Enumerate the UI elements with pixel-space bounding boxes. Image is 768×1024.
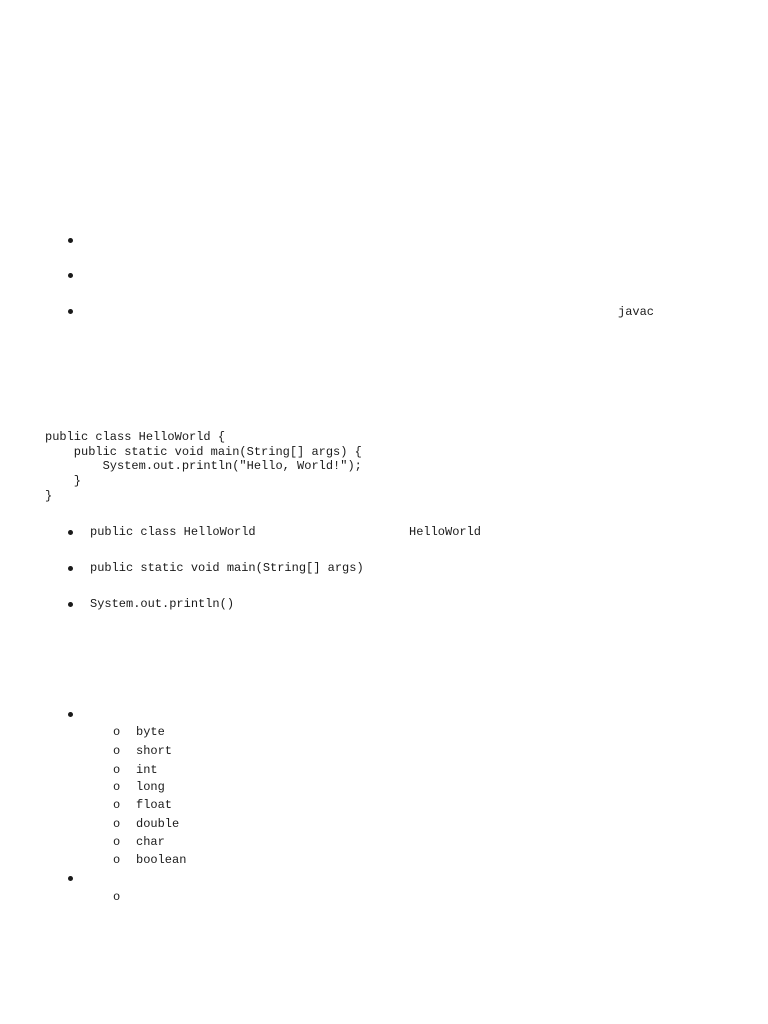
- type-item: byte: [136, 725, 165, 739]
- bullet-icon: [68, 273, 73, 278]
- sub-bullet-marker: o: [113, 798, 121, 812]
- sub-bullet-marker: o: [113, 725, 121, 739]
- sub-bullet-marker: o: [113, 780, 121, 794]
- code-line: public static void main(String[] args) {: [45, 444, 362, 459]
- inline-code-javac: javac: [618, 305, 655, 319]
- type-item: float: [136, 798, 173, 812]
- code-example: [45, 430, 362, 504]
- code-line: }: [45, 488, 53, 503]
- inline-code-class-decl: public class HelloWorld: [90, 525, 256, 539]
- code-line: System.out.println("Hello, World!");: [45, 459, 362, 474]
- type-item: boolean: [136, 853, 187, 867]
- type-item: long: [136, 780, 165, 794]
- inline-code-println: System.out.println(): [90, 597, 235, 611]
- bullet-icon: [68, 566, 73, 571]
- bullet-icon: [68, 712, 73, 717]
- code-line: }: [45, 474, 82, 489]
- bullet-icon: [68, 238, 73, 243]
- inline-code-class-name: HelloWorld: [409, 525, 482, 539]
- bullet-icon: [68, 602, 73, 607]
- code-line: public class HelloWorld {: [45, 430, 226, 444]
- bullet-icon: [68, 309, 73, 314]
- sub-bullet-marker: o: [113, 835, 121, 849]
- sub-bullet-marker: o: [113, 817, 121, 831]
- type-item: char: [136, 835, 165, 849]
- sub-bullet-marker: o: [113, 763, 121, 777]
- type-item: int: [136, 763, 158, 777]
- inline-code-main-method: public static void main(String[] args): [90, 561, 364, 575]
- type-item: short: [136, 744, 173, 758]
- sub-bullet-marker: o: [113, 853, 121, 867]
- bullet-icon: [68, 876, 73, 881]
- bullet-icon: [68, 530, 73, 535]
- type-item: double: [136, 817, 180, 831]
- sub-bullet-marker: o: [113, 744, 121, 758]
- sub-bullet-marker: o: [113, 890, 121, 904]
